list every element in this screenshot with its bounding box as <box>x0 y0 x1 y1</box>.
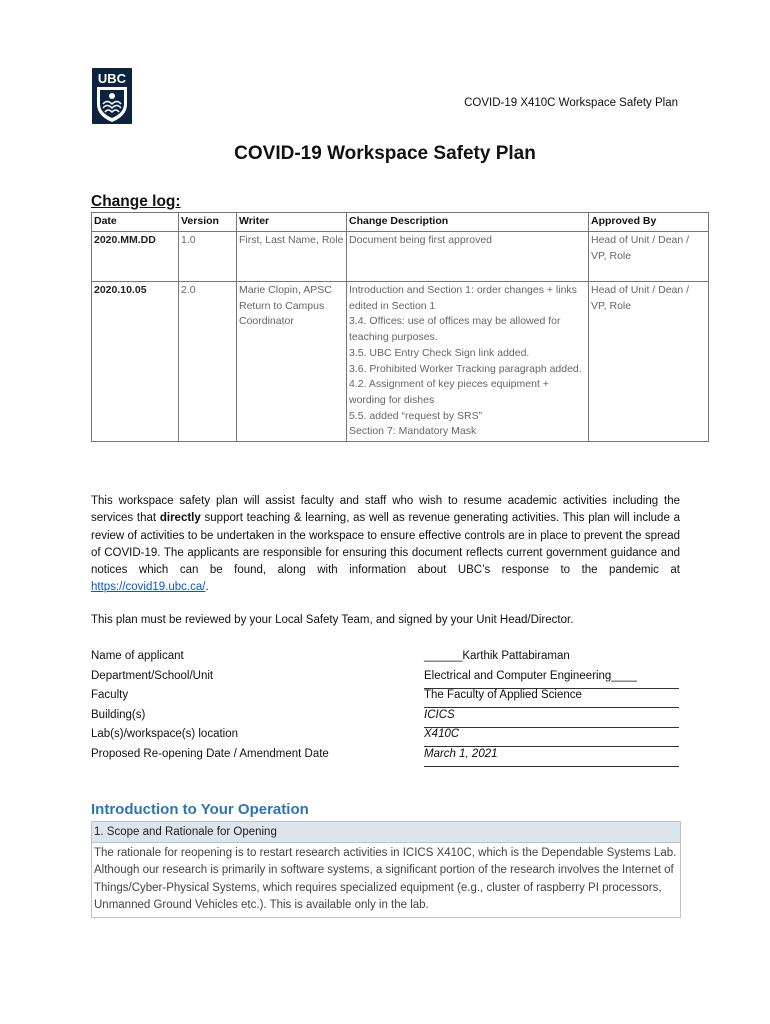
document-title: COVID-19 Workspace Safety Plan <box>234 143 536 164</box>
reopening-date-row <box>91 748 680 768</box>
intro-paragraph <box>91 493 680 597</box>
scope-title: 1. Scope and Rationale for Opening <box>92 822 680 843</box>
building-label: Building(s) <box>91 708 146 721</box>
reopening-date-label: Proposed Re-opening Date / Amendment Date <box>91 747 329 760</box>
faculty-row <box>91 689 680 709</box>
operation-section-heading: Introduction to Your Operation <box>91 801 309 818</box>
running-header: COVID-19 X410C Workspace Safety Plan <box>464 97 678 109</box>
applicant-name-label: Name of applicant <box>91 650 184 662</box>
department-field[interactable]: Electrical and Computer Engineering____ <box>424 670 679 689</box>
column-header-change-description: Change Description <box>347 213 589 232</box>
reopening-date-field[interactable]: March 1, 2021 <box>424 748 679 767</box>
column-header-writer: Writer <box>237 213 347 232</box>
review-note: This plan must be reviewed by your Local Safety Team, and signed by your Unit Head/Director. <box>91 614 574 626</box>
intro-text-continued: support teaching & learning, as well as revenue generating activities. This plan will include a review of activities to be undertaken in the workspace to ensure effective controls are in place to prevent the spread of COVID-19. The applicants are responsible for ensuring this document reflects current government guidance and notices which can be found, along with information about UBC’s response to the pandemic at <box>91 512 680 577</box>
department-label: Department/School/Unit <box>91 669 214 682</box>
change-item: 5.5. added “request by SRS” <box>349 409 483 422</box>
applicant-name-row <box>91 650 680 670</box>
building-field[interactable]: ICICS <box>424 709 679 728</box>
covid-info-link[interactable]: https://covid19.ubc.ca/ <box>91 581 206 594</box>
change-log-table <box>91 212 709 442</box>
ubc-logo <box>92 68 132 124</box>
row-date: 2020.MM.DD <box>92 232 179 282</box>
applicant-details <box>91 650 680 767</box>
row-writer: First, Last Name, Role <box>237 232 347 282</box>
row-version: 2.0 <box>179 282 237 442</box>
lab-location-label: Lab(s)/workspace(s) location <box>91 728 239 740</box>
change-item: Section 7: Mandatory Mask <box>349 425 477 438</box>
column-header-version: Version <box>179 213 237 232</box>
row-date: 2020.10.05 <box>92 282 179 442</box>
change-log-heading: Change log: <box>91 193 181 210</box>
change-item: Introduction and Section 1: order changes + links edited in Section 1 <box>349 284 577 312</box>
change-item: Document being first approved <box>349 234 492 246</box>
scope-section <box>91 821 681 918</box>
change-item: 3.5. UBC Entry Check Sign link added. <box>349 346 530 359</box>
lab-location-field[interactable]: X410C <box>424 728 679 747</box>
ubc-logo-text: UBC <box>97 71 127 86</box>
table-row <box>92 282 709 442</box>
change-log-header-row <box>92 213 709 232</box>
row-changes <box>347 282 589 442</box>
column-header-date: Date <box>92 213 179 232</box>
scope-text: The rationale for reopening is to restart research activities in ICICS X410C, which is the Dependable Systems Lab. Although our research is primarily in software systems, a significant portion of the research involves the Internet of Things/Cyber-Physical Systems, which requires specialized equipment (e.g., cluster of raspberry PI processors, Unmanned Ground Vehicles etc.). This is available only in the lab. <box>94 847 677 911</box>
faculty-label: Faculty <box>91 689 129 701</box>
column-header-approved-by: Approved By <box>589 213 709 232</box>
row-approved-by: Head of Unit / Dean / VP, Role <box>589 232 709 282</box>
lab-location-row <box>91 728 680 748</box>
change-item: 4.2. Assignment of key pieces equipment + wording for dishes <box>349 378 549 406</box>
row-writer: Marie Clopin, APSC Return to Campus Coordinator <box>237 282 347 442</box>
change-item: 3.6. Prohibited Worker Tracking paragraph added. <box>349 362 582 375</box>
change-item: 3.4. Offices: use of offices may be allowed for teaching purposes. <box>349 315 561 344</box>
applicant-name-field[interactable]: ______Karthik Pattabiraman <box>424 650 570 662</box>
row-approved-by: Head of Unit / Dean / VP, Role <box>589 282 709 442</box>
table-row <box>92 232 709 282</box>
intro-text-end: . <box>205 581 209 594</box>
intro-text: This workspace safety plan will assist faculty and staff who wish to resume academic activities including the services that <box>91 495 680 525</box>
row-changes <box>347 232 589 282</box>
intro-emphasis: directly <box>159 512 201 525</box>
faculty-field[interactable]: The Faculty of Applied Science <box>424 689 679 708</box>
department-row <box>91 670 680 690</box>
building-row <box>91 709 680 729</box>
row-version: 1.0 <box>179 232 237 282</box>
